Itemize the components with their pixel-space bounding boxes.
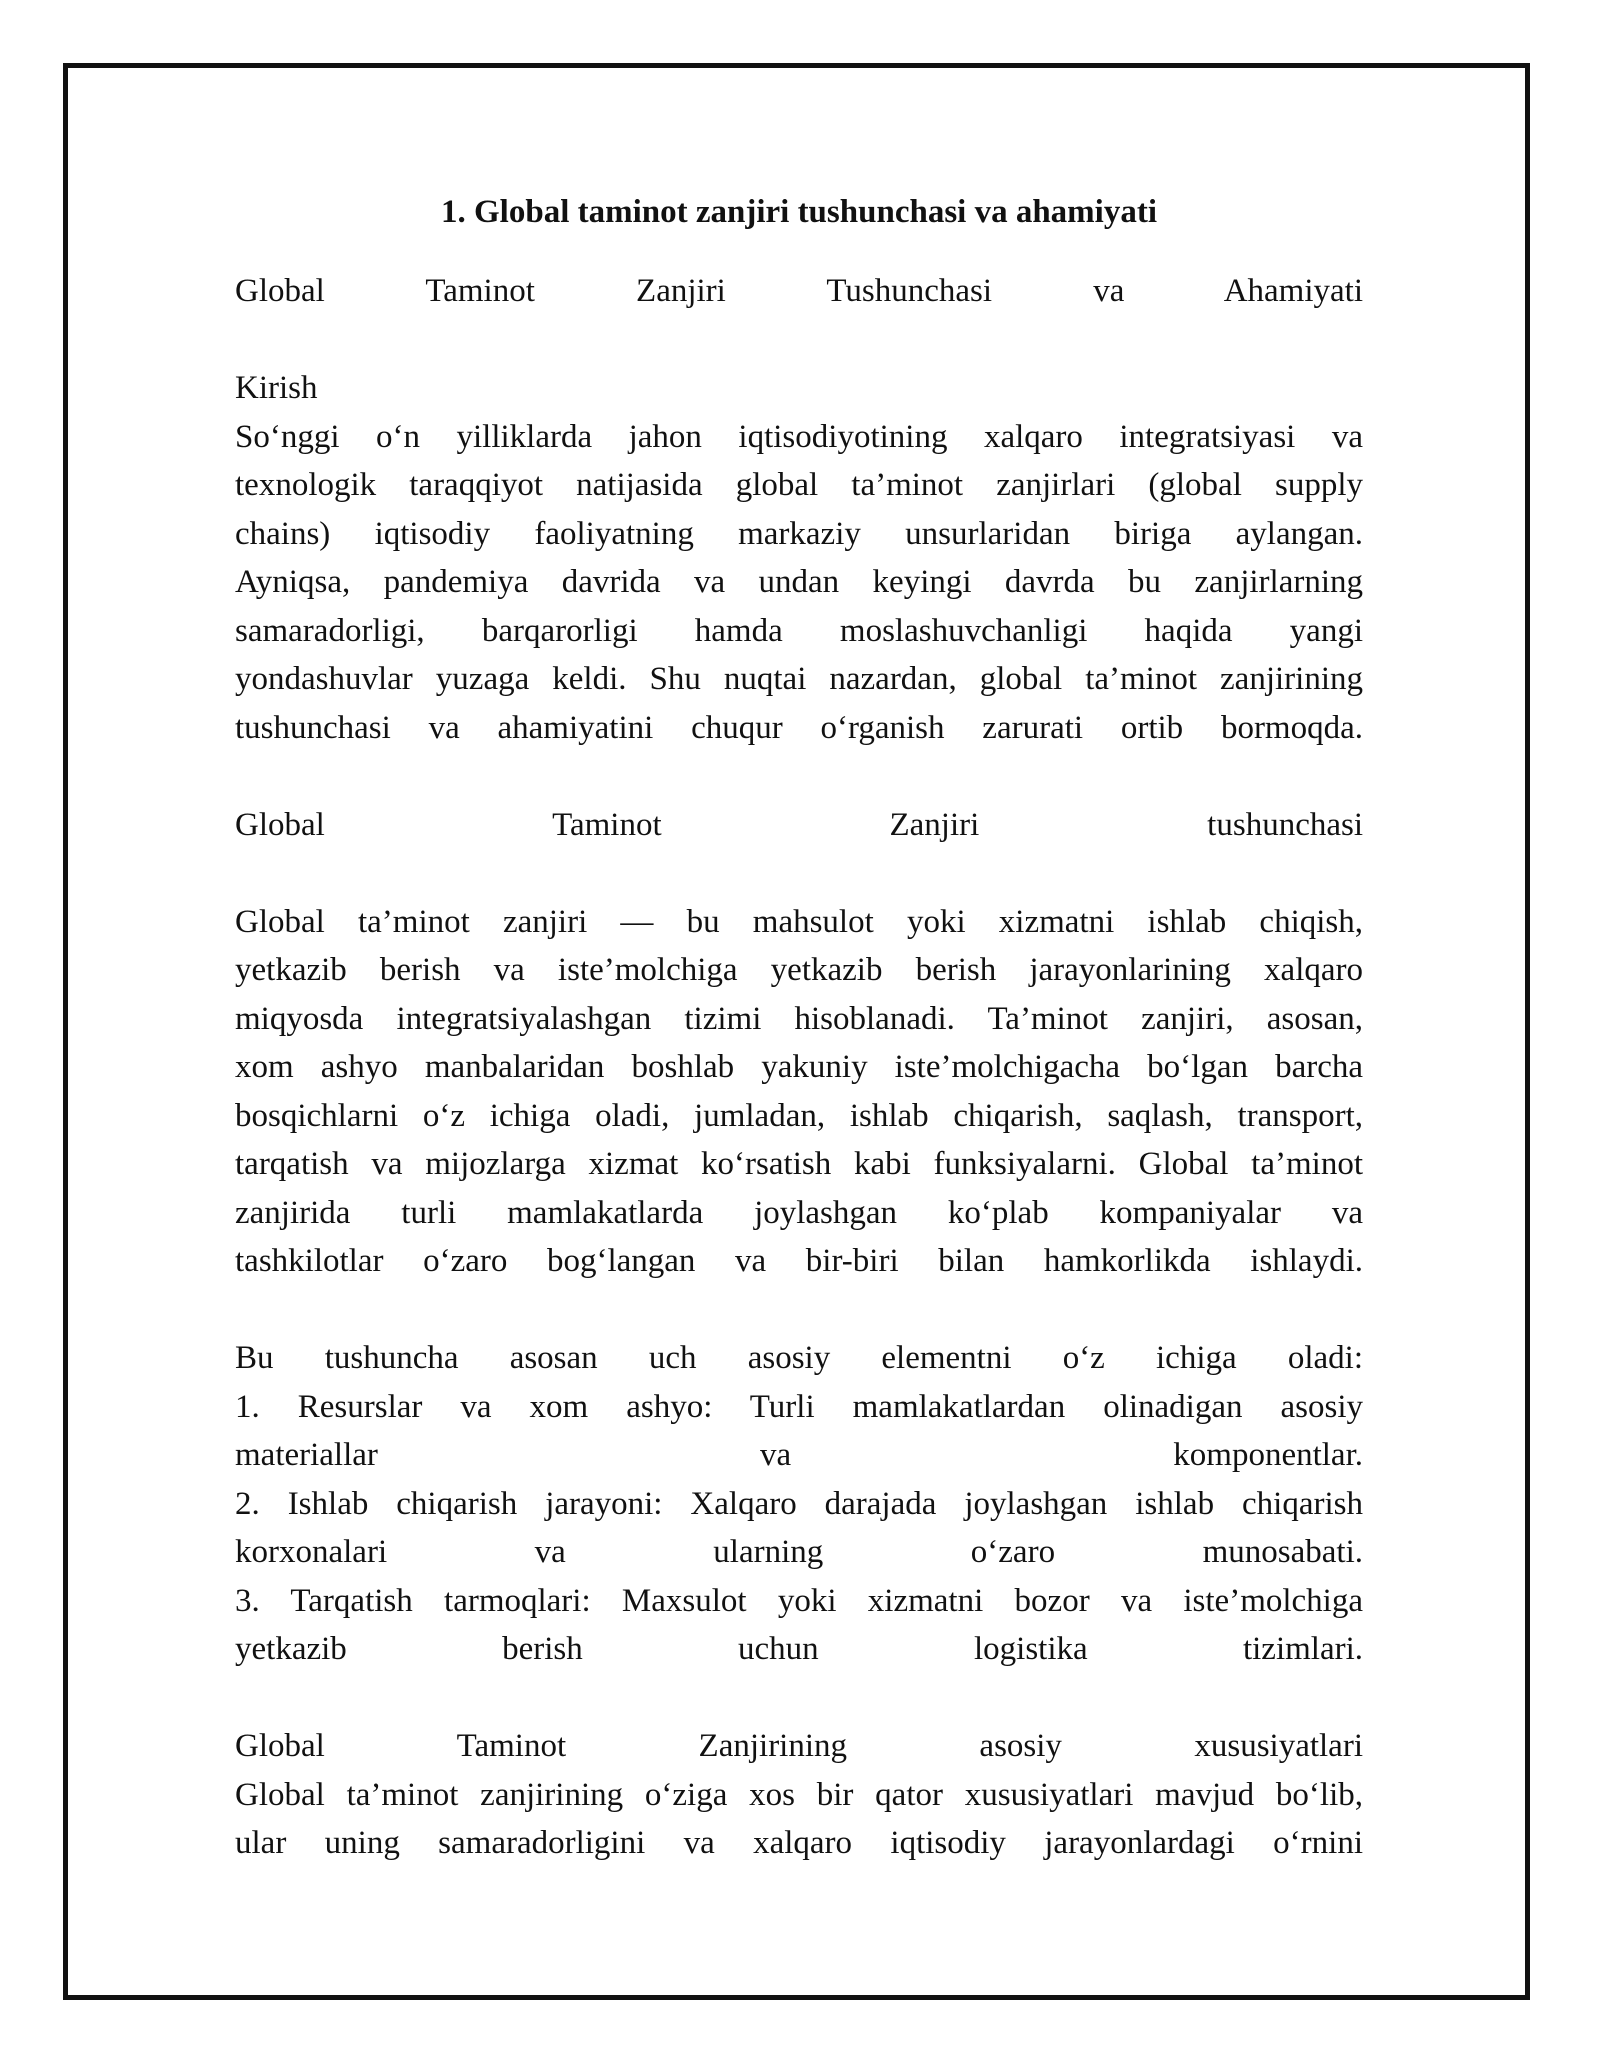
document-heading: 1. Global taminot zanjiri tushunchasi va ahamiyati <box>441 194 1157 230</box>
blank-line <box>235 752 1363 801</box>
text-line: tashkilotlar o‘zaro bog‘langan va bir-biri bilan hamkorlikda ishlaydi. <box>235 1243 1363 1279</box>
blank-line <box>235 1674 1363 1723</box>
text-line: Kirish <box>235 370 318 406</box>
text-line: 3. Tarqatish tarmoqlari: Maxsulot yoki xizmatni bozor va iste’molchiga <box>235 1582 1363 1619</box>
text-line: chains) iqtisodiy faoliyatning markaziy unsurlaridan biriga aylangan. <box>235 515 1363 552</box>
text-line: Global Taminot Zanjiri Tushunchasi va Ahamiyati <box>235 273 1363 309</box>
text-line: So‘nggi o‘n yilliklarda jahon iqtisodiyotining xalqaro integratsiyasi va <box>235 418 1363 455</box>
text-line: bosqichlarni o‘z ichiga oladi, jumladan, ishlab chiqarish, saqlash, transport, <box>235 1097 1363 1134</box>
text-line: yetkazib berish va iste’molchiga yetkazib berish jarayonlarining xalqaro <box>235 952 1363 988</box>
text-line: xom ashyo manbalaridan boshlab yakuniy iste’molchigacha bo‘lgan barcha <box>235 1049 1363 1085</box>
text-line: Global Taminot Zanjiri tushunchasi <box>235 806 1363 843</box>
text-line: korxonalari va ularning o‘zaro munosabati. <box>235 1534 1363 1570</box>
text-line: materiallar va komponentlar. <box>235 1437 1363 1473</box>
document-text <box>235 267 1363 1868</box>
text-line: tushunchasi va ahamiyatini chuqur o‘rganish zarurati ortib bormoqda. <box>235 709 1363 746</box>
blank-line <box>235 1286 1363 1335</box>
text-line: Global ta’minot zanjiri — bu mahsulot yoki xizmatni ishlab chiqish, <box>235 903 1363 940</box>
text-line: 2. Ishlab chiqarish jarayoni: Xalqaro darajada joylashgan ishlab chiqarish <box>235 1485 1363 1522</box>
text-line: samaradorligi, barqarorligi hamda moslashuvchanligi haqida yangi <box>235 612 1363 649</box>
blank-line <box>235 316 1363 365</box>
document-body <box>235 180 1363 1868</box>
blank-line <box>235 849 1363 898</box>
text-line: Global ta’minot zanjirining o‘ziga xos bir qator xususiyatlari mavjud bo‘lib, <box>235 1776 1363 1813</box>
text-line: zanjirida turli mamlakatlarda joylashgan ko‘plab kompaniyalar va <box>235 1194 1363 1231</box>
text-line: Global Taminot Zanjirining asosiy xususiyatlari <box>235 1728 1363 1764</box>
text-line: Ayniqsa, pandemiya davrida va undan keyingi davrda bu zanjirlarning <box>235 564 1363 600</box>
text-line: texnologik taraqqiyot natijasida global ta’minot zanjirlari (global supply <box>235 467 1363 503</box>
text-line: ular uning samaradorligini va xalqaro iqtisodiy jarayonlardagi o‘rnini <box>235 1825 1363 1861</box>
text-line: Bu tushuncha asosan uch asosiy elementni o‘z ichiga oladi: <box>235 1340 1363 1376</box>
text-line: 1. Resurslar va xom ashyo: Turli mamlakatlardan olinadigan asosiy <box>235 1388 1363 1425</box>
text-line: yondashuvlar yuzaga keldi. Shu nuqtai nazardan, global ta’minot zanjirining <box>235 661 1363 697</box>
text-line: tarqatish va mijozlarga xizmat ko‘rsatish kabi funksiyalarni. Global ta’minot <box>235 1146 1363 1182</box>
text-line: yetkazib berish uchun logistika tizimlari. <box>235 1631 1363 1667</box>
text-line: miqyosda integratsiyalashgan tizimi hisoblanadi. Ta’minot zanjiri, asosan, <box>235 1000 1363 1037</box>
